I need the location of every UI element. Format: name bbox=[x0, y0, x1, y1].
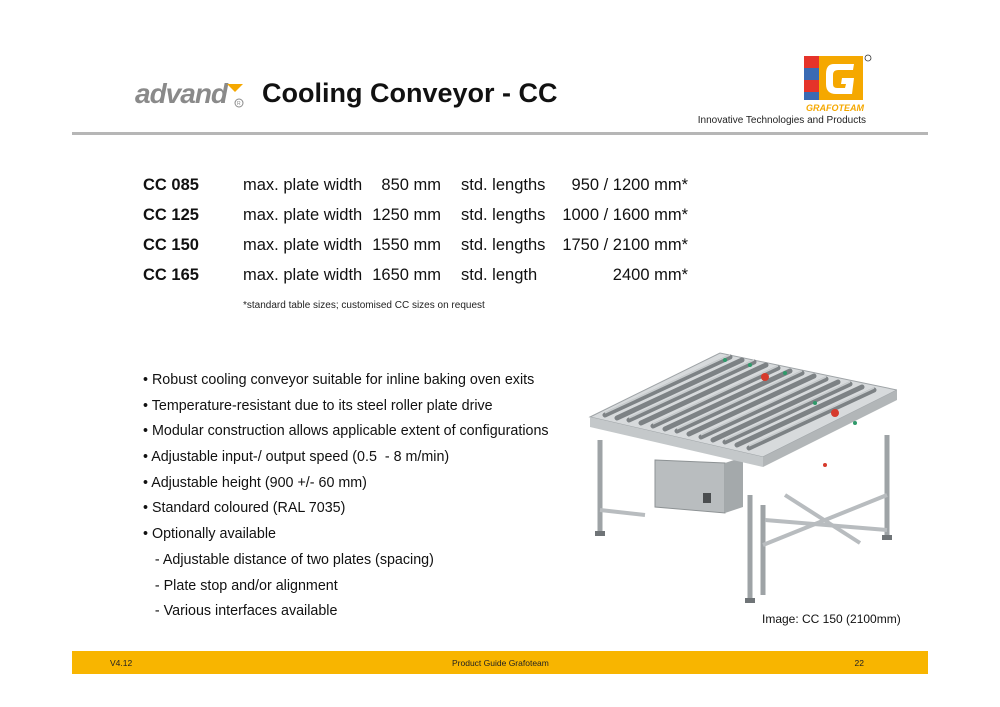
spec-lengths: 1000 / 1600 mm* bbox=[562, 206, 688, 224]
svg-text:R: R bbox=[237, 101, 241, 107]
spec-width-label: max. plate width bbox=[243, 176, 363, 194]
grafoteam-logo-text: GRAFOTEAM bbox=[806, 103, 864, 113]
spec-width-label: max. plate width bbox=[243, 236, 363, 254]
spec-length-label: std. length bbox=[461, 266, 538, 284]
feature-item: • Standard coloured (RAL 7035) bbox=[143, 500, 346, 517]
feature-item: • Modular construction allows applicable extent of configurations bbox=[143, 423, 549, 440]
spec-width-label: max. plate width bbox=[243, 266, 363, 284]
spec-model: CC 165 bbox=[143, 266, 199, 284]
spec-width-label: max. plate width bbox=[243, 206, 363, 224]
feature-item: • Temperature-resistant due to its steel roller plate drive bbox=[143, 397, 493, 414]
spec-model: CC 085 bbox=[143, 176, 199, 194]
spec-length-label: std. lengths bbox=[461, 206, 546, 224]
advand-logo bbox=[135, 78, 247, 110]
spec-width: 1250 mm bbox=[372, 206, 441, 224]
svg-text:advand: advand bbox=[135, 78, 228, 109]
spec-model: CC 150 bbox=[143, 236, 199, 254]
feature-item: • Optionally available bbox=[143, 526, 276, 543]
spec-width: 1650 mm bbox=[372, 266, 441, 284]
tagline: Innovative Technologies and Products bbox=[697, 115, 866, 126]
feature-item: • Adjustable height (900 +/- 60 mm) bbox=[143, 474, 367, 491]
spec-model: CC 125 bbox=[143, 206, 199, 224]
spec-lengths: 1750 / 2100 mm* bbox=[562, 236, 688, 254]
feature-item: - Plate stop and/or alignment bbox=[143, 577, 338, 594]
header-divider bbox=[72, 132, 928, 135]
spec-lengths: 2400 mm* bbox=[612, 266, 688, 284]
spec-length-label: std. lengths bbox=[461, 236, 546, 254]
spec-width: 1550 mm bbox=[372, 236, 441, 254]
feature-item: • Robust cooling conveyor suitable for inline baking oven exits bbox=[143, 372, 535, 388]
page-number: 22 bbox=[854, 658, 864, 668]
feature-list bbox=[143, 370, 549, 627]
spec-lengths: 950 / 1200 mm* bbox=[571, 176, 688, 194]
feature-item: - Various interfaces available bbox=[143, 603, 338, 620]
spec-footnote: *standard table sizes; customised CC sizes on request bbox=[243, 300, 485, 311]
feature-item: • Adjustable input-/ output speed (0.5 - 8 m/min) bbox=[143, 449, 450, 466]
conveyor-illustration bbox=[585, 345, 897, 607]
feature-item: - Adjustable distance of two plates (spacing) bbox=[143, 551, 434, 568]
footer-title: Product Guide Grafoteam bbox=[452, 658, 549, 668]
image-caption: Image: CC 150 (2100mm) bbox=[762, 612, 901, 626]
footer-bar bbox=[72, 651, 928, 674]
spec-width: 850 mm bbox=[381, 176, 441, 194]
footer-version: V4.12 bbox=[110, 658, 133, 668]
page-title: Cooling Conveyor - CC bbox=[262, 78, 558, 108]
grafoteam-logo bbox=[804, 54, 872, 114]
spec-length-label: std. lengths bbox=[461, 176, 546, 194]
